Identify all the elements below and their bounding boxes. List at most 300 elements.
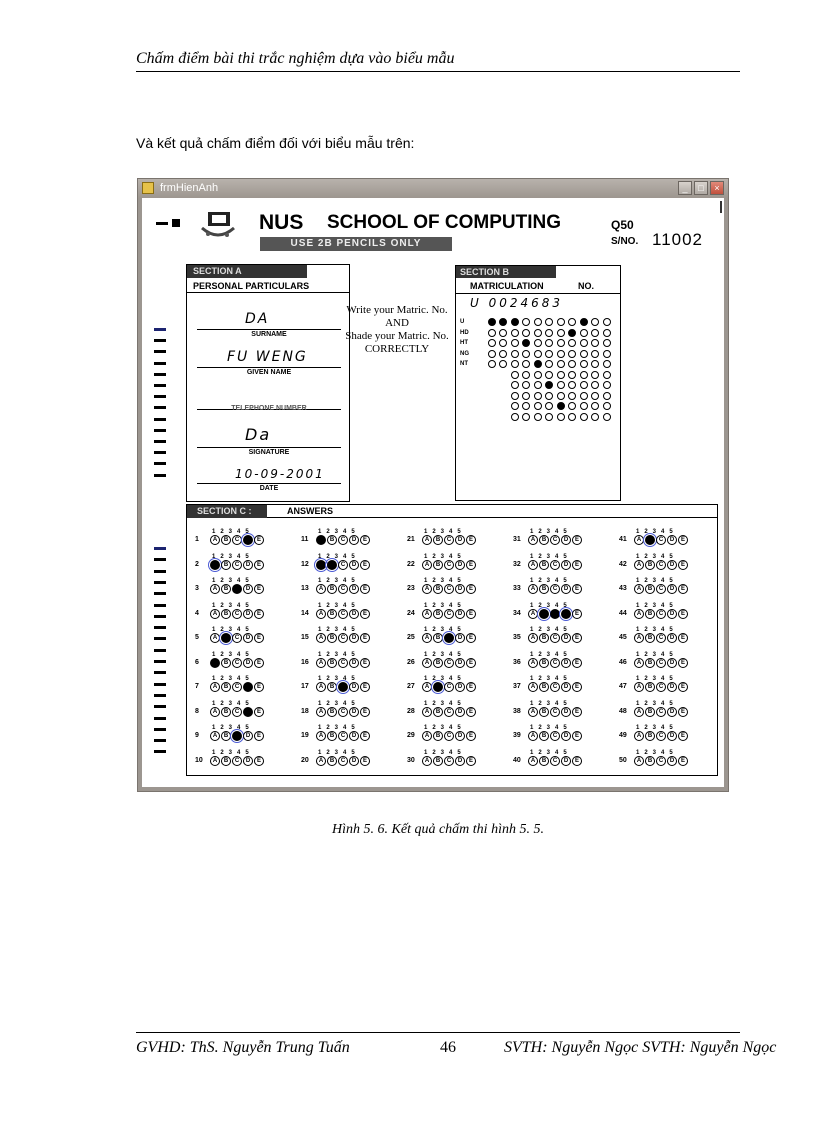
matric-bubble [557,318,565,326]
option-numbers: 12345 [636,749,678,756]
question-number: 19 [301,732,309,739]
answer-bubble: E [678,584,688,594]
timing-mark [154,406,166,409]
matric-bubble [557,371,565,379]
answer-bubble: E [360,731,370,741]
surname-label: SURNAME [251,331,287,338]
answer-bubble: E [360,535,370,545]
answer-row [619,578,719,596]
form-window [137,178,729,792]
answer-bubble: A [210,731,220,741]
option-numbers: 12345 [636,725,678,731]
answer-bubble: E [254,535,264,545]
answer-bubble: E [678,682,688,692]
given-name-label: GIVEN NAME [246,369,292,376]
timing-mark [154,581,166,584]
answer-row [619,554,719,572]
answer-bubble: D [243,584,253,594]
answer-bubble: C [232,609,242,619]
answer-bubble: E [572,682,582,692]
answer-bubble: C [444,535,454,545]
answer-bubble: B [327,682,337,692]
matric-bubble [522,318,530,326]
question-number: 44 [619,609,627,617]
answer-bubble: B [327,707,337,717]
answer-row [513,676,613,694]
answer-bubble: B [539,633,549,643]
signature-label: SIGNATURE [248,449,290,456]
scrollbar[interactable] [720,201,722,213]
window-titlebar[interactable] [138,179,728,198]
answer-bubble: B [221,756,231,766]
section-b-subtitle [456,278,620,294]
matric-bubble [568,402,576,410]
answer-bubble: E [254,756,264,766]
answer-bubble: D [349,535,359,545]
close-button[interactable]: × [710,181,724,195]
matric-bubble [534,329,542,337]
answer-bubble: B [539,560,549,570]
answer-bubble: C [550,584,560,594]
answer-bubble: E [678,560,688,570]
answer-row [195,750,295,768]
answer-bubble: B [539,584,549,594]
timing-mark [154,739,166,742]
answer-bubble: A [528,584,538,594]
given-name-value: FU WENG [227,349,308,365]
answer-bubble: D [667,560,677,570]
option-numbers: 12345 [424,627,466,633]
option-numbers: 12345 [530,602,572,609]
matric-bubble [545,350,553,358]
answer-bubble: B [327,731,337,741]
option-numbers: 12345 [318,627,360,633]
matric-bubble [603,371,611,379]
answer-bubble: A [316,731,326,741]
timing-mark [154,717,166,720]
matric-bubble [534,402,542,410]
answer-bubble: D [561,682,571,692]
answer-row [301,750,401,768]
question-number: 37 [513,683,521,690]
matric-bubble [568,329,576,337]
answer-bubble: A [528,535,538,545]
matric-bubble [568,413,576,421]
question-number: 22 [407,560,415,568]
answer-bubble: B [327,535,337,545]
answer-bubble: C [656,707,666,717]
answer-bubble: A [422,584,432,594]
answer-bubble: C [338,756,348,766]
question-number: 29 [407,732,415,739]
footer-divider [136,1032,740,1033]
timing-mark [154,694,166,697]
option-numbers: 12345 [318,578,360,584]
date-line [197,483,341,484]
answer-bubble: B [221,707,231,717]
matric-bubble [511,329,519,337]
question-number: 28 [407,707,415,715]
question-number: 15 [301,634,309,641]
answer-bubble: A [316,707,326,717]
option-numbers: 12345 [530,651,572,658]
matric-row-label: U [460,319,465,325]
question-number: 31 [513,536,521,543]
answer-bubble: C [550,609,560,619]
matric-bubble [591,360,599,368]
question-number: 42 [619,560,627,568]
answer-bubble: E [678,707,688,717]
answer-bubble: E [466,756,476,766]
option-numbers: 12345 [318,553,360,560]
answer-bubble: C [232,658,242,668]
answer-bubble: D [561,584,571,594]
question-number: 3 [195,585,199,592]
option-numbers: 12345 [212,578,254,584]
answer-bubble: E [466,731,476,741]
answer-bubble: B [645,731,655,741]
matric-bubble [591,339,599,347]
timing-mark [154,474,166,477]
question-number: 50 [619,756,627,764]
matric-bubble [568,360,576,368]
timing-mark [154,615,166,618]
answer-bubble: E [254,731,264,741]
answer-bubble: C [338,633,348,643]
answer-bubble: B [221,609,231,619]
answer-row [619,603,719,621]
answer-bubble: D [349,633,359,643]
answer-bubble: D [455,633,465,643]
question-number: 46 [619,658,627,666]
answer-bubble: E [466,609,476,619]
answer-bubble: D [455,756,465,766]
section-a-subtitle: PERSONAL PARTICULARS [187,279,349,293]
matric-bubble [534,339,542,347]
timing-mark [154,750,166,753]
timing-mark [154,705,166,708]
matric-bubble [511,350,519,358]
answer-bubble: E [572,731,582,741]
answer-bubble: B [539,707,549,717]
answer-bubble: A [528,682,538,692]
answer-bubble: D [667,633,677,643]
matric-bubble [591,392,599,400]
answer-row [407,627,507,645]
matric-bubble [522,329,530,337]
answer-bubble: E [572,560,582,570]
question-number: 1 [195,536,199,543]
answer-bubble: A [422,731,432,741]
answer-bubble: B [221,584,231,594]
answer-bubble: D [667,682,677,692]
matric-bubble [545,413,553,421]
option-numbers: 12345 [424,578,466,584]
answer-row [195,652,295,670]
option-numbers: 12345 [636,627,678,633]
answer-row [301,676,401,694]
matric-bubble [591,413,599,421]
answer-row [513,554,613,572]
answer-row [301,701,401,719]
answer-row [195,578,295,596]
option-numbers: 12345 [530,578,572,584]
answer-bubble: A [316,633,326,643]
matric-bubble [568,381,576,389]
matric-bubble [522,392,530,400]
answer-bubble: A [210,584,220,594]
matric-bubble [557,392,565,400]
header-divider [136,71,740,72]
matric-bubble [557,350,565,358]
answer-bubble: D [243,707,253,717]
answer-bubble: C [550,535,560,545]
question-number: 12 [301,560,309,568]
answer-bubble: A [316,584,326,594]
matric-bubble [603,413,611,421]
pencil-note: USE 2B PENCILS ONLY [260,237,452,251]
option-numbers: 12345 [318,651,360,658]
answer-bubble: A [634,560,644,570]
option-numbers: 12345 [636,676,678,682]
matric-bubble [545,402,553,410]
question-number: 24 [407,609,415,617]
answer-row [407,603,507,621]
matric-row-label: HT [460,340,468,346]
option-numbers: 12345 [212,700,254,707]
registration-dash [156,222,168,225]
answer-bubble: A [422,658,432,668]
answer-bubble: E [678,609,688,619]
matric-bubble [603,392,611,400]
answer-bubble: E [254,560,264,570]
matric-bubble [603,381,611,389]
question-number: 21 [407,536,415,543]
option-numbers: 12345 [424,651,466,658]
question-number: 10 [195,756,203,764]
question-number: 41 [619,536,627,543]
answer-bubble: C [232,633,242,643]
page-header-title: Chấm điểm bài thi trắc nghiệm dựa vào biểu mẫu [136,50,455,67]
matric-bubble [603,318,611,326]
question-number: 34 [513,609,521,617]
answer-bubble: C [656,535,666,545]
answer-bubble: A [528,731,538,741]
matric-bubble [511,413,519,421]
answer-bubble: D [455,584,465,594]
option-numbers: 12345 [636,553,678,560]
answer-bubble: D [667,609,677,619]
matric-bubble [580,360,588,368]
answer-bubble: D [561,731,571,741]
answer-bubble: E [678,756,688,766]
option-numbers: 12345 [212,676,254,682]
question-number: 36 [513,658,521,666]
answer-row [513,529,613,547]
answer-row [619,676,719,694]
matric-bubble [557,381,565,389]
answer-bubble: A [422,756,432,766]
matric-bubble [603,350,611,358]
matric-bubble [591,402,599,410]
matric-bubble [545,329,553,337]
answer-bubble: C [232,535,242,545]
answer-bubble: E [572,707,582,717]
matric-bubble [580,350,588,358]
answer-bubble: E [572,756,582,766]
answer-bubble: A [634,756,644,766]
question-number: 47 [619,683,627,690]
option-numbers: 12345 [530,676,572,682]
date-value: 10-09-2001 [235,467,325,481]
answer-bubble: D [455,682,465,692]
question-number: 35 [513,634,521,641]
answer-bubble: D [561,633,571,643]
section-c-answers [186,504,718,776]
answer-row [195,701,295,719]
matric-bubble [545,381,553,389]
answer-bubble: A [634,535,644,545]
matric-bubble [568,392,576,400]
answer-bubble: D [667,658,677,668]
answer-row [513,578,613,596]
answer-bubble: D [349,584,359,594]
question-number: 33 [513,585,521,592]
option-numbers: 12345 [530,725,572,731]
answer-row [407,554,507,572]
matric-bubble [557,402,565,410]
matric-row-label: NG [460,350,469,357]
question-number: 49 [619,732,627,739]
answer-bubble: E [678,658,688,668]
option-numbers: 12345 [212,627,254,633]
question-number: 17 [301,683,309,690]
matric-bubble [580,339,588,347]
minimize-button[interactable]: _ [678,181,692,195]
answer-bubble: A [528,633,538,643]
matric-bubble [499,318,507,326]
timing-mark [154,660,166,663]
answer-bubble: C [550,682,560,692]
option-numbers: 12345 [424,676,466,682]
answer-bubble: C [656,731,666,741]
question-number: 11 [301,536,309,543]
instruction-line: AND [385,317,409,329]
answer-bubble: A [210,535,220,545]
answer-row [301,554,401,572]
answer-bubble: C [338,535,348,545]
matric-bubble [522,371,530,379]
answer-bubble: C [232,756,242,766]
answer-bubble: A [316,682,326,692]
answer-bubble: B [645,707,655,717]
answer-bubble: A [210,560,220,570]
question-number: 32 [513,560,521,568]
answer-bubble: B [433,707,443,717]
section-b-matriculation [455,265,621,501]
matric-label: MATRICULATION [470,281,544,291]
matric-bubble [511,402,519,410]
answer-bubble: C [232,560,242,570]
option-numbers: 12345 [318,749,360,756]
matric-bubble [488,350,496,358]
answer-bubble: B [433,731,443,741]
signature-value: Da [245,425,272,444]
matric-bubble [545,318,553,326]
answer-row [195,529,295,547]
matric-bubble [522,402,530,410]
answer-bubble: C [338,560,348,570]
instruction-line: Shade your Matric. No. [345,330,449,342]
matric-bubble [499,339,507,347]
question-number: 7 [195,683,199,690]
answer-bubble: B [539,682,549,692]
signature-line [197,447,341,448]
answer-row [195,725,295,743]
question-number: 5 [195,634,199,641]
school-name: SCHOOL OF COMPUTING [327,212,561,233]
answer-bubble: B [433,658,443,668]
answer-bubble: C [444,756,454,766]
matric-bubble [511,339,519,347]
answer-bubble: B [645,658,655,668]
answer-bubble: B [327,756,337,766]
answer-row [301,652,401,670]
question-number: 14 [301,609,309,617]
matric-bubble [511,392,519,400]
answer-bubble: E [360,633,370,643]
question-number: 25 [407,634,415,641]
answer-bubble: E [254,658,264,668]
question-number: 26 [407,658,415,666]
answer-bubble: A [528,560,538,570]
section-c-subtitle: ANSWERS [287,506,334,516]
footer-student: SVTH: Nguyễn Ngọc SVTH: Nguyễn Ngọc [504,1039,777,1056]
question-number: 8 [195,707,199,715]
answer-bubble: D [243,535,253,545]
answer-bubble: B [433,560,443,570]
answer-bubble: E [360,682,370,692]
surname-value: DA [245,311,270,327]
answer-bubble: D [243,682,253,692]
answer-bubble: C [338,658,348,668]
answer-bubble: C [444,682,454,692]
answer-bubble: C [232,707,242,717]
timing-mark [154,350,166,353]
matric-bubble [511,318,519,326]
answer-bubble: E [466,633,476,643]
answer-bubble: B [221,560,231,570]
answer-row [513,750,613,768]
answer-bubble: B [327,584,337,594]
answer-bubble: D [561,658,571,668]
answer-row [301,578,401,596]
answer-bubble: B [645,682,655,692]
question-number: 4 [195,609,199,617]
answer-bubble: E [572,609,582,619]
option-numbers: 12345 [636,602,678,609]
answer-bubble: D [455,658,465,668]
answer-row [513,627,613,645]
matric-bubble [545,339,553,347]
answer-bubble: B [539,756,549,766]
matric-bubble [534,413,542,421]
timing-mark [154,395,166,398]
answer-bubble: C [444,633,454,643]
option-numbers: 12345 [318,700,360,707]
maximize-button[interactable]: □ [694,181,708,195]
answer-bubble: A [210,658,220,668]
